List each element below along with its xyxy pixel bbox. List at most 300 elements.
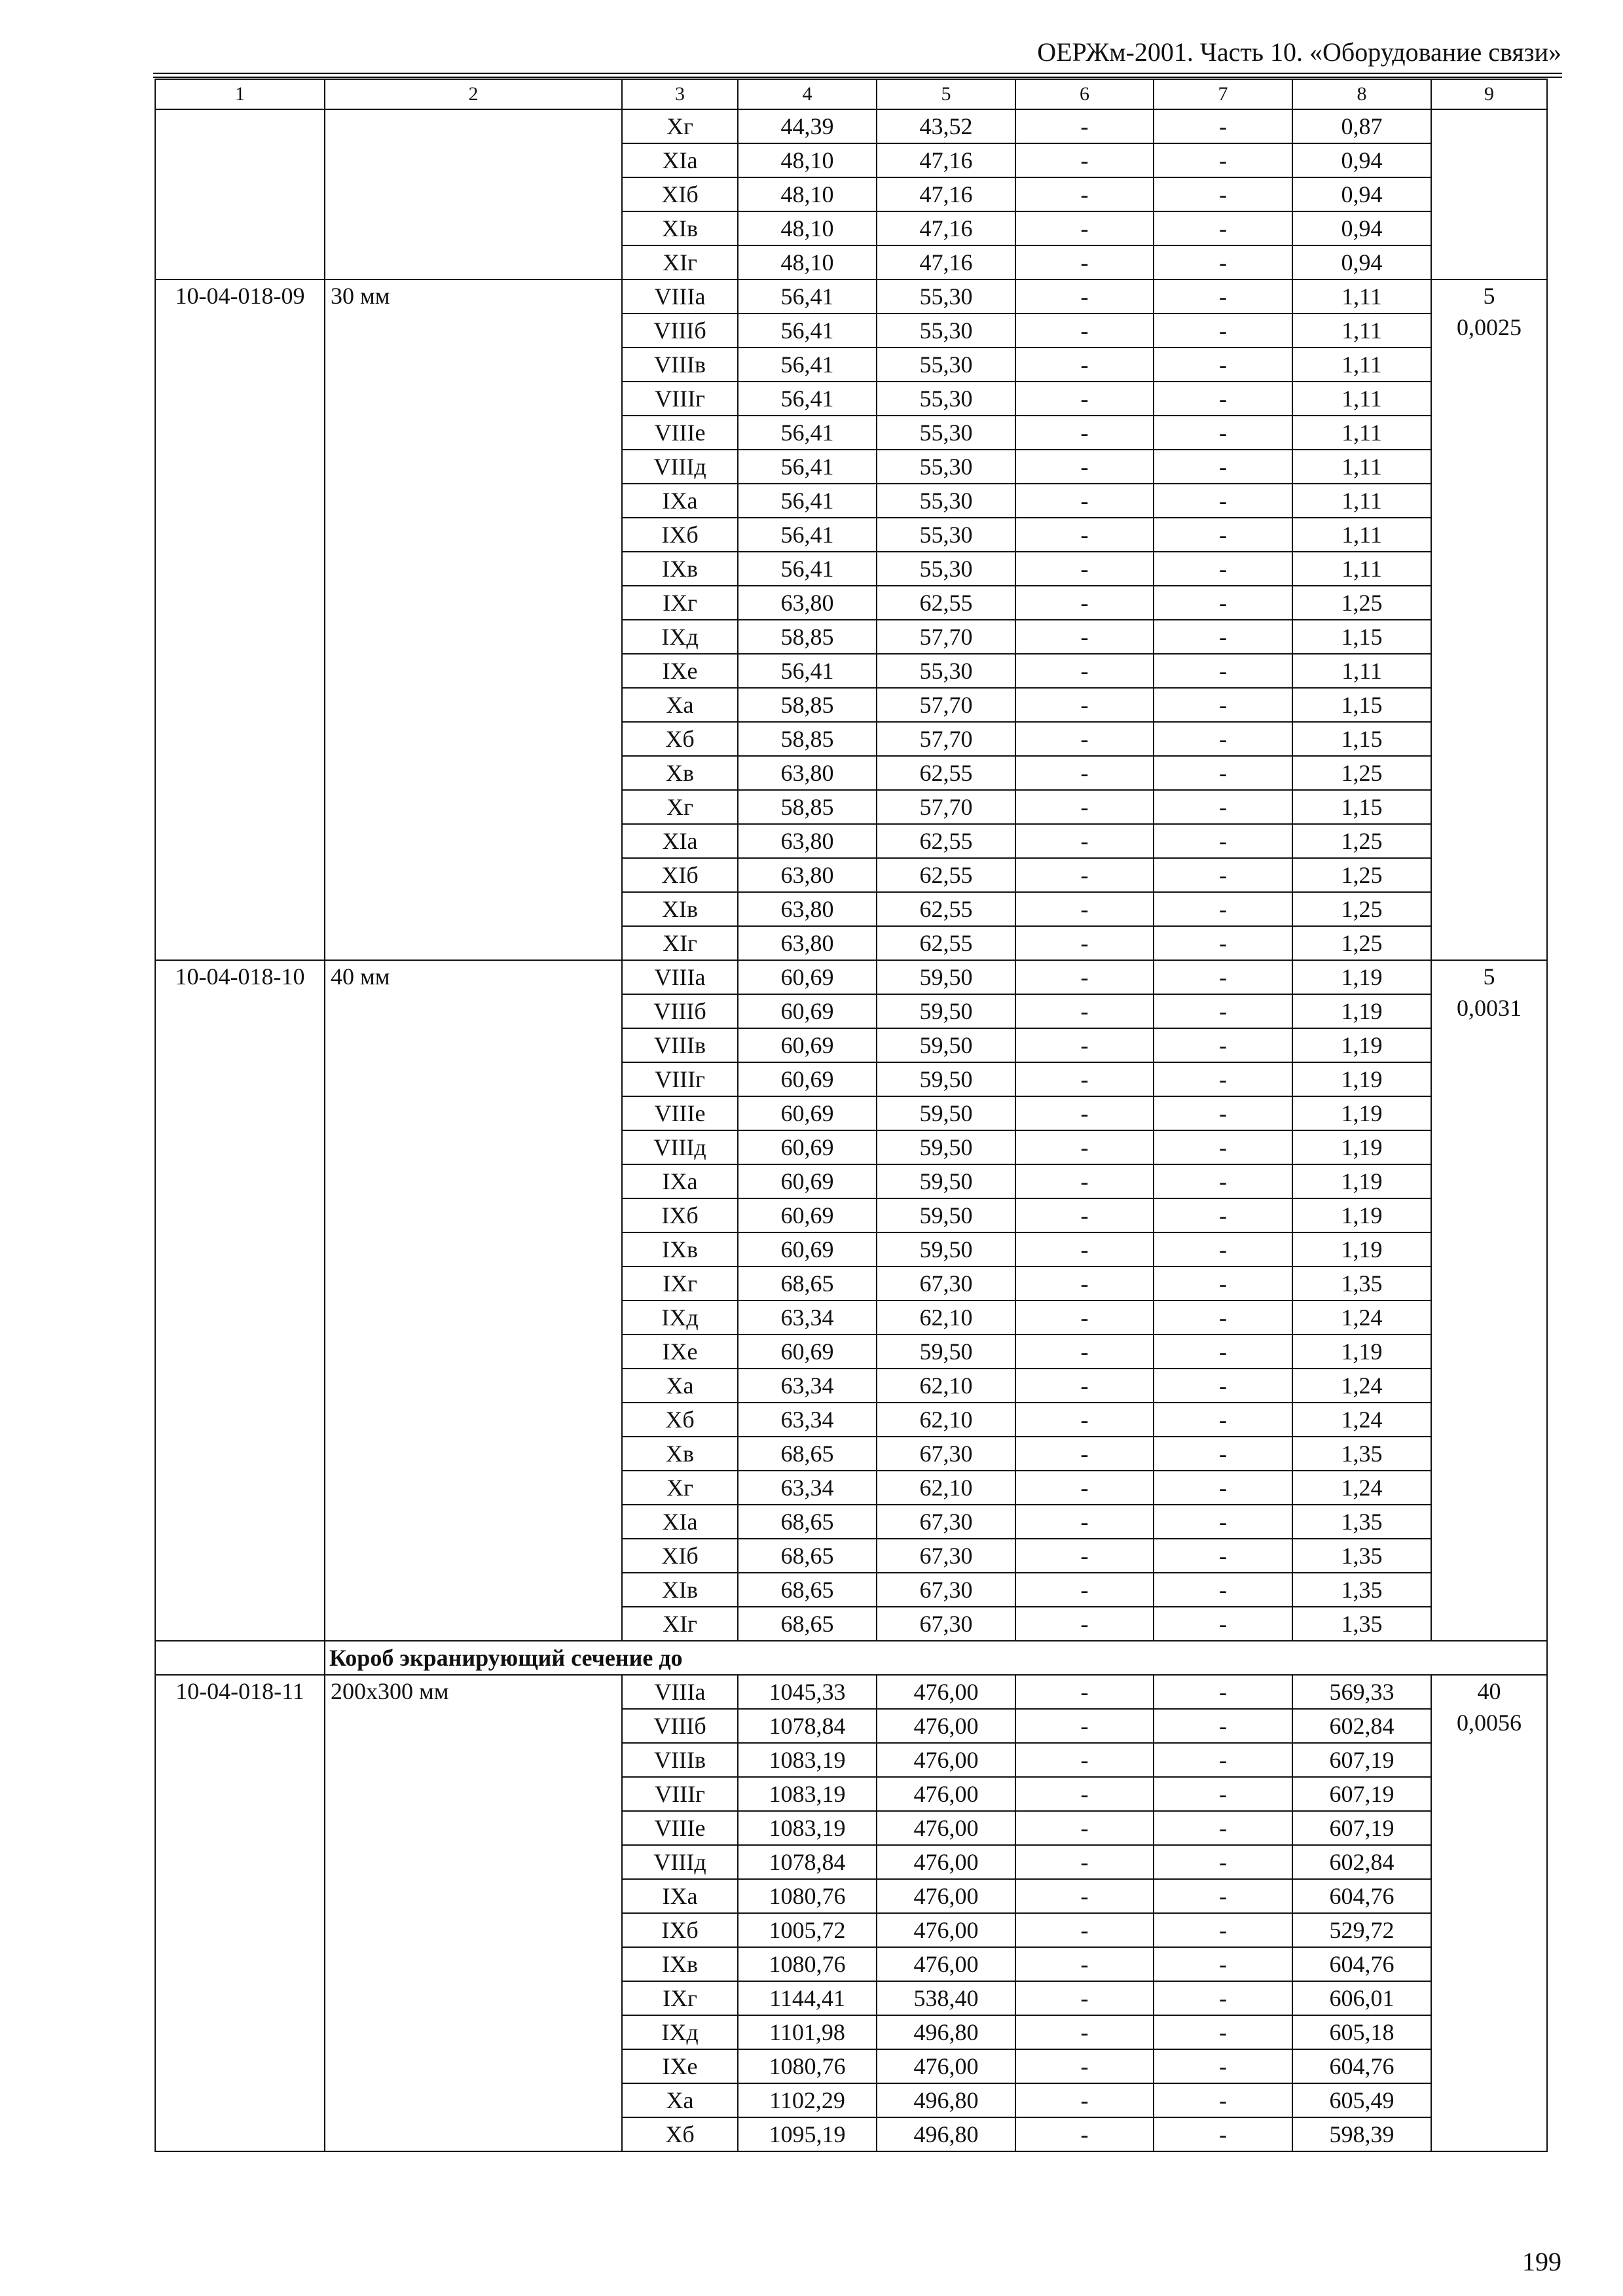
zone-cell: XIв	[622, 1573, 738, 1607]
value-cell: 57,70	[877, 790, 1015, 824]
value-cell: 1,11	[1292, 279, 1431, 314]
value-cell: 607,19	[1292, 1777, 1431, 1811]
column-header: 8	[1292, 79, 1431, 109]
value-cell: 1,35	[1292, 1505, 1431, 1539]
value-cell: 55,30	[877, 416, 1015, 450]
value-cell: 59,50	[877, 994, 1015, 1028]
value-cell: 1,11	[1292, 484, 1431, 518]
zone-cell: VIIIд	[622, 1845, 738, 1879]
page-number: 199	[1522, 2247, 1561, 2276]
value-cell: 67,30	[877, 1437, 1015, 1471]
value-cell: 56,41	[738, 348, 877, 382]
value-cell: 59,50	[877, 960, 1015, 994]
value-cell: 606,01	[1292, 1981, 1431, 2015]
value-cell: -	[1154, 1675, 1292, 1709]
zone-cell: XIа	[622, 824, 738, 858]
value-cell: 48,10	[738, 143, 877, 177]
value-cell: 1,25	[1292, 892, 1431, 926]
value-cell: -	[1015, 314, 1154, 348]
value-cell: 63,80	[738, 586, 877, 620]
value-cell: -	[1015, 756, 1154, 790]
value-cell: -	[1015, 1232, 1154, 1266]
value-cell: -	[1015, 654, 1154, 688]
value-cell: 48,10	[738, 245, 877, 279]
value-cell: 0,87	[1292, 109, 1431, 143]
value-cell: 63,80	[738, 756, 877, 790]
value-cell: -	[1154, 1266, 1292, 1300]
value-cell: 62,10	[877, 1403, 1015, 1437]
value-cell: 59,50	[877, 1062, 1015, 1096]
value-cell: -	[1015, 994, 1154, 1028]
rate-name: 30 мм	[325, 279, 622, 960]
column-9-value: 5	[1483, 963, 1495, 990]
value-cell: -	[1154, 143, 1292, 177]
value-cell: 604,76	[1292, 1879, 1431, 1913]
value-cell: 1144,41	[738, 1981, 877, 2015]
column-header: 7	[1154, 79, 1292, 109]
value-cell: -	[1015, 416, 1154, 450]
value-cell: 48,10	[738, 211, 877, 245]
value-cell: 605,49	[1292, 2083, 1431, 2117]
zone-cell: VIIIа	[622, 1675, 738, 1709]
value-cell: -	[1015, 1062, 1154, 1096]
value-cell: 1,15	[1292, 620, 1431, 654]
value-cell: -	[1154, 926, 1292, 960]
value-cell: -	[1015, 1369, 1154, 1403]
zone-cell: Xа	[622, 688, 738, 722]
table-row	[155, 1675, 1547, 1709]
zone-cell: VIIIв	[622, 1028, 738, 1062]
value-cell: -	[1154, 654, 1292, 688]
value-cell: 62,55	[877, 926, 1015, 960]
value-cell: -	[1015, 1130, 1154, 1164]
value-cell: 55,30	[877, 484, 1015, 518]
value-cell: 476,00	[877, 1777, 1015, 1811]
value-cell: -	[1154, 1777, 1292, 1811]
value-cell: -	[1154, 1947, 1292, 1981]
table-body	[155, 79, 1547, 2151]
value-cell: 1,11	[1292, 382, 1431, 416]
value-cell: 56,41	[738, 279, 877, 314]
value-cell: 607,19	[1292, 1811, 1431, 1845]
value-cell: 47,16	[877, 143, 1015, 177]
value-cell: -	[1154, 892, 1292, 926]
value-cell: -	[1154, 1981, 1292, 2015]
value-cell: 58,85	[738, 790, 877, 824]
value-cell: -	[1015, 1198, 1154, 1232]
value-cell: -	[1015, 1675, 1154, 1709]
value-cell: 60,69	[738, 1062, 877, 1096]
value-cell: -	[1015, 1403, 1154, 1437]
value-cell: 47,16	[877, 177, 1015, 211]
value-cell: 47,16	[877, 245, 1015, 279]
zone-cell: IXд	[622, 1300, 738, 1335]
value-cell: 1,15	[1292, 790, 1431, 824]
value-cell: -	[1154, 552, 1292, 586]
value-cell: -	[1015, 620, 1154, 654]
value-cell: 1,19	[1292, 1164, 1431, 1198]
value-cell: -	[1154, 586, 1292, 620]
value-cell: 1,35	[1292, 1607, 1431, 1641]
value-cell: 60,69	[738, 1232, 877, 1266]
value-cell: 55,30	[877, 450, 1015, 484]
value-cell: 476,00	[877, 1879, 1015, 1913]
value-cell: 476,00	[877, 1675, 1015, 1709]
value-cell: -	[1015, 177, 1154, 211]
value-cell: -	[1154, 1232, 1292, 1266]
value-cell: 55,30	[877, 552, 1015, 586]
value-cell: 1,11	[1292, 450, 1431, 484]
value-cell: -	[1015, 1300, 1154, 1335]
value-cell: -	[1154, 1845, 1292, 1879]
value-cell: 55,30	[877, 279, 1015, 314]
value-cell: 44,39	[738, 109, 877, 143]
value-cell: -	[1154, 824, 1292, 858]
value-cell: 1083,19	[738, 1811, 877, 1845]
value-cell: 60,69	[738, 1096, 877, 1130]
value-cell: 62,55	[877, 892, 1015, 926]
value-cell: 1,24	[1292, 1300, 1431, 1335]
value-cell: 56,41	[738, 518, 877, 552]
value-cell: -	[1154, 994, 1292, 1028]
value-cell: 62,10	[877, 1369, 1015, 1403]
value-cell: 63,80	[738, 926, 877, 960]
value-cell: 1,19	[1292, 1130, 1431, 1164]
rate-name: 200х300 мм	[325, 1675, 622, 2151]
zone-cell: Xг	[622, 790, 738, 824]
value-cell: -	[1015, 1573, 1154, 1607]
value-cell: -	[1154, 756, 1292, 790]
value-cell: 538,40	[877, 1981, 1015, 2015]
rates-table	[155, 79, 1548, 2152]
table-row	[155, 109, 1547, 143]
zone-cell: Xг	[622, 1471, 738, 1505]
value-cell: -	[1154, 960, 1292, 994]
value-cell: -	[1154, 177, 1292, 211]
value-cell: -	[1015, 688, 1154, 722]
value-cell: -	[1015, 518, 1154, 552]
value-cell: 68,65	[738, 1539, 877, 1573]
value-cell: 57,70	[877, 722, 1015, 756]
value-cell: 56,41	[738, 484, 877, 518]
value-cell: 63,34	[738, 1471, 877, 1505]
value-cell: 56,41	[738, 552, 877, 586]
zone-cell: IXг	[622, 1981, 738, 2015]
value-cell: 58,85	[738, 688, 877, 722]
value-cell: 1,19	[1292, 1335, 1431, 1369]
value-cell: 496,80	[877, 2083, 1015, 2117]
value-cell: -	[1154, 1198, 1292, 1232]
value-cell: -	[1154, 2049, 1292, 2083]
value-cell: 59,50	[877, 1198, 1015, 1232]
value-cell: -	[1154, 1335, 1292, 1369]
value-cell: -	[1015, 245, 1154, 279]
zone-cell: VIIIа	[622, 279, 738, 314]
section-title: Короб экранирующий сечение до	[325, 1641, 1547, 1675]
value-cell: 63,80	[738, 892, 877, 926]
value-cell: 1,25	[1292, 926, 1431, 960]
value-cell: 68,65	[738, 1505, 877, 1539]
value-cell: 57,70	[877, 688, 1015, 722]
value-cell: 476,00	[877, 1845, 1015, 1879]
zone-cell: XIв	[622, 211, 738, 245]
value-cell: -	[1154, 790, 1292, 824]
value-cell: 1080,76	[738, 2049, 877, 2083]
value-cell: 598,39	[1292, 2117, 1431, 2151]
zone-cell: IXв	[622, 1947, 738, 1981]
value-cell: 63,80	[738, 824, 877, 858]
zone-cell: VIIIв	[622, 348, 738, 382]
value-cell: 1080,76	[738, 1879, 877, 1913]
value-cell: -	[1154, 1130, 1292, 1164]
value-cell: -	[1154, 348, 1292, 382]
value-cell: -	[1015, 1879, 1154, 1913]
column-9-value: 40	[1477, 1678, 1501, 1704]
zone-cell: IXг	[622, 1266, 738, 1300]
value-cell: -	[1015, 1607, 1154, 1641]
zone-cell: XIа	[622, 1505, 738, 1539]
value-cell: 1083,19	[738, 1777, 877, 1811]
value-cell: 62,10	[877, 1300, 1015, 1335]
value-cell: -	[1015, 722, 1154, 756]
value-cell: 1,19	[1292, 1062, 1431, 1096]
rate-name: 40 мм	[325, 960, 622, 1641]
value-cell: -	[1015, 211, 1154, 245]
zone-cell: XIа	[622, 143, 738, 177]
zone-cell: IXб	[622, 1198, 738, 1232]
value-cell: 1,25	[1292, 824, 1431, 858]
value-cell: -	[1154, 484, 1292, 518]
value-cell: 1,11	[1292, 552, 1431, 586]
zone-cell: VIIIе	[622, 416, 738, 450]
value-cell: 62,55	[877, 756, 1015, 790]
value-cell: 62,55	[877, 824, 1015, 858]
value-cell: 602,84	[1292, 1709, 1431, 1743]
value-cell: -	[1154, 1573, 1292, 1607]
zone-cell: VIIIа	[622, 960, 738, 994]
value-cell: 63,34	[738, 1300, 877, 1335]
value-cell: -	[1015, 858, 1154, 892]
value-cell: 1045,33	[738, 1675, 877, 1709]
value-cell: 1078,84	[738, 1709, 877, 1743]
value-cell: 55,30	[877, 314, 1015, 348]
value-cell: 1101,98	[738, 2015, 877, 2049]
value-cell: -	[1015, 1845, 1154, 1879]
value-cell: 59,50	[877, 1028, 1015, 1062]
page-header-title: ОЕРЖм-2001. Часть 10. «Оборудование связи»	[1037, 37, 1561, 67]
value-cell: -	[1154, 450, 1292, 484]
value-cell: 1,19	[1292, 1198, 1431, 1232]
column-header: 5	[877, 79, 1015, 109]
value-cell: 60,69	[738, 994, 877, 1028]
value-cell: 56,41	[738, 654, 877, 688]
rate-code	[155, 109, 325, 279]
zone-cell: IXг	[622, 586, 738, 620]
value-cell: -	[1015, 382, 1154, 416]
zone-cell: IXд	[622, 2015, 738, 2049]
value-cell: -	[1015, 1947, 1154, 1981]
value-cell: 1,19	[1292, 1232, 1431, 1266]
value-cell: -	[1154, 1096, 1292, 1130]
value-cell: -	[1015, 2117, 1154, 2151]
value-cell: 1,35	[1292, 1573, 1431, 1607]
value-cell: 62,10	[877, 1471, 1015, 1505]
value-cell: 1078,84	[738, 1845, 877, 1879]
zone-cell: IXа	[622, 484, 738, 518]
value-cell: 1,11	[1292, 654, 1431, 688]
zone-cell: VIIIг	[622, 382, 738, 416]
value-cell: 67,30	[877, 1539, 1015, 1573]
rate-code: 10-04-018-11	[155, 1675, 325, 2151]
table-row	[155, 279, 1547, 314]
value-cell: 60,69	[738, 960, 877, 994]
value-cell: 59,50	[877, 1130, 1015, 1164]
value-cell: 1,35	[1292, 1266, 1431, 1300]
value-cell: -	[1154, 2117, 1292, 2151]
value-cell: 60,69	[738, 1164, 877, 1198]
value-cell: 0,94	[1292, 143, 1431, 177]
column-header: 6	[1015, 79, 1154, 109]
zone-cell: IXе	[622, 1335, 738, 1369]
value-cell: 59,50	[877, 1164, 1015, 1198]
value-cell: 569,33	[1292, 1675, 1431, 1709]
value-cell: 59,50	[877, 1232, 1015, 1266]
value-cell: 60,69	[738, 1130, 877, 1164]
value-cell: -	[1015, 892, 1154, 926]
value-cell: 1,19	[1292, 1028, 1431, 1062]
value-cell: -	[1015, 143, 1154, 177]
value-cell: 67,30	[877, 1505, 1015, 1539]
value-cell: 60,69	[738, 1335, 877, 1369]
column-header: 1	[155, 79, 325, 109]
zone-cell: VIIIг	[622, 1777, 738, 1811]
value-cell: 1,25	[1292, 586, 1431, 620]
zone-cell: Xб	[622, 2117, 738, 2151]
header-rule	[153, 77, 1562, 78]
column-9-value: 5	[1483, 283, 1495, 309]
rate-code: 10-04-018-09	[155, 279, 325, 960]
value-cell: -	[1154, 2083, 1292, 2117]
zone-cell: Xа	[622, 1369, 738, 1403]
value-cell: -	[1015, 2015, 1154, 2049]
value-cell: -	[1154, 211, 1292, 245]
value-cell: 48,10	[738, 177, 877, 211]
value-cell: 1,24	[1292, 1403, 1431, 1437]
value-cell: -	[1015, 2049, 1154, 2083]
value-cell: -	[1154, 1300, 1292, 1335]
table-row	[155, 960, 1547, 994]
value-cell: 60,69	[738, 1028, 877, 1062]
value-cell: -	[1015, 1335, 1154, 1369]
value-cell: -	[1154, 1437, 1292, 1471]
rate-code: 10-04-018-10	[155, 960, 325, 1641]
zone-cell: IXд	[622, 620, 738, 654]
zone-cell: IXа	[622, 1164, 738, 1198]
column-9-cell	[1431, 109, 1547, 279]
value-cell: -	[1154, 1062, 1292, 1096]
zone-cell: XIг	[622, 1607, 738, 1641]
value-cell: 68,65	[738, 1607, 877, 1641]
value-cell: 56,41	[738, 450, 877, 484]
value-cell: -	[1015, 1777, 1154, 1811]
value-cell: 59,50	[877, 1096, 1015, 1130]
value-cell: -	[1015, 790, 1154, 824]
value-cell: 0,94	[1292, 211, 1431, 245]
zone-cell: XIг	[622, 245, 738, 279]
value-cell: 1,35	[1292, 1437, 1431, 1471]
section-code-cell	[155, 1641, 325, 1675]
value-cell: 58,85	[738, 620, 877, 654]
zone-cell: VIIIб	[622, 994, 738, 1028]
zone-cell: VIIIе	[622, 1096, 738, 1130]
value-cell: -	[1015, 960, 1154, 994]
header-rule	[153, 73, 1562, 74]
column-header: 2	[325, 79, 622, 109]
value-cell: -	[1015, 586, 1154, 620]
value-cell: 59,50	[877, 1335, 1015, 1369]
value-cell: 1080,76	[738, 1947, 877, 1981]
value-cell: -	[1154, 722, 1292, 756]
value-cell: -	[1154, 314, 1292, 348]
zone-cell: Xв	[622, 756, 738, 790]
value-cell: 55,30	[877, 654, 1015, 688]
value-cell: 602,84	[1292, 1845, 1431, 1879]
value-cell: -	[1015, 484, 1154, 518]
zone-cell: IXв	[622, 1232, 738, 1266]
value-cell: 1005,72	[738, 1913, 877, 1947]
value-cell: -	[1015, 109, 1154, 143]
zone-cell: IXб	[622, 518, 738, 552]
value-cell: 57,70	[877, 620, 1015, 654]
value-cell: -	[1015, 1164, 1154, 1198]
zone-cell: Xб	[622, 1403, 738, 1437]
value-cell: -	[1154, 245, 1292, 279]
zone-cell: XIв	[622, 892, 738, 926]
column-9-cell	[1431, 279, 1547, 960]
value-cell: 1,15	[1292, 688, 1431, 722]
column-9-value: 0,0025	[1457, 314, 1522, 340]
value-cell: 476,00	[877, 1947, 1015, 1981]
value-cell: 604,76	[1292, 1947, 1431, 1981]
column-9-value: 0,0056	[1457, 1710, 1522, 1736]
value-cell: 63,80	[738, 858, 877, 892]
value-cell: -	[1015, 450, 1154, 484]
value-cell: 476,00	[877, 2049, 1015, 2083]
value-cell: 1,11	[1292, 518, 1431, 552]
value-cell: -	[1154, 518, 1292, 552]
value-cell: -	[1154, 1879, 1292, 1913]
value-cell: -	[1015, 2083, 1154, 2117]
value-cell: -	[1154, 2015, 1292, 2049]
zone-cell: Xв	[622, 1437, 738, 1471]
value-cell: -	[1154, 1471, 1292, 1505]
value-cell: 68,65	[738, 1437, 877, 1471]
value-cell: 55,30	[877, 518, 1015, 552]
value-cell: -	[1154, 1403, 1292, 1437]
value-cell: -	[1154, 1539, 1292, 1573]
zone-cell: XIг	[622, 926, 738, 960]
value-cell: -	[1015, 1028, 1154, 1062]
value-cell: 58,85	[738, 722, 877, 756]
value-cell: 1,25	[1292, 756, 1431, 790]
value-cell: -	[1154, 1709, 1292, 1743]
column-header-row	[155, 79, 1547, 109]
value-cell: 1,35	[1292, 1539, 1431, 1573]
value-cell: 56,41	[738, 382, 877, 416]
rate-name	[325, 109, 622, 279]
value-cell: -	[1015, 1709, 1154, 1743]
value-cell: 476,00	[877, 1743, 1015, 1777]
